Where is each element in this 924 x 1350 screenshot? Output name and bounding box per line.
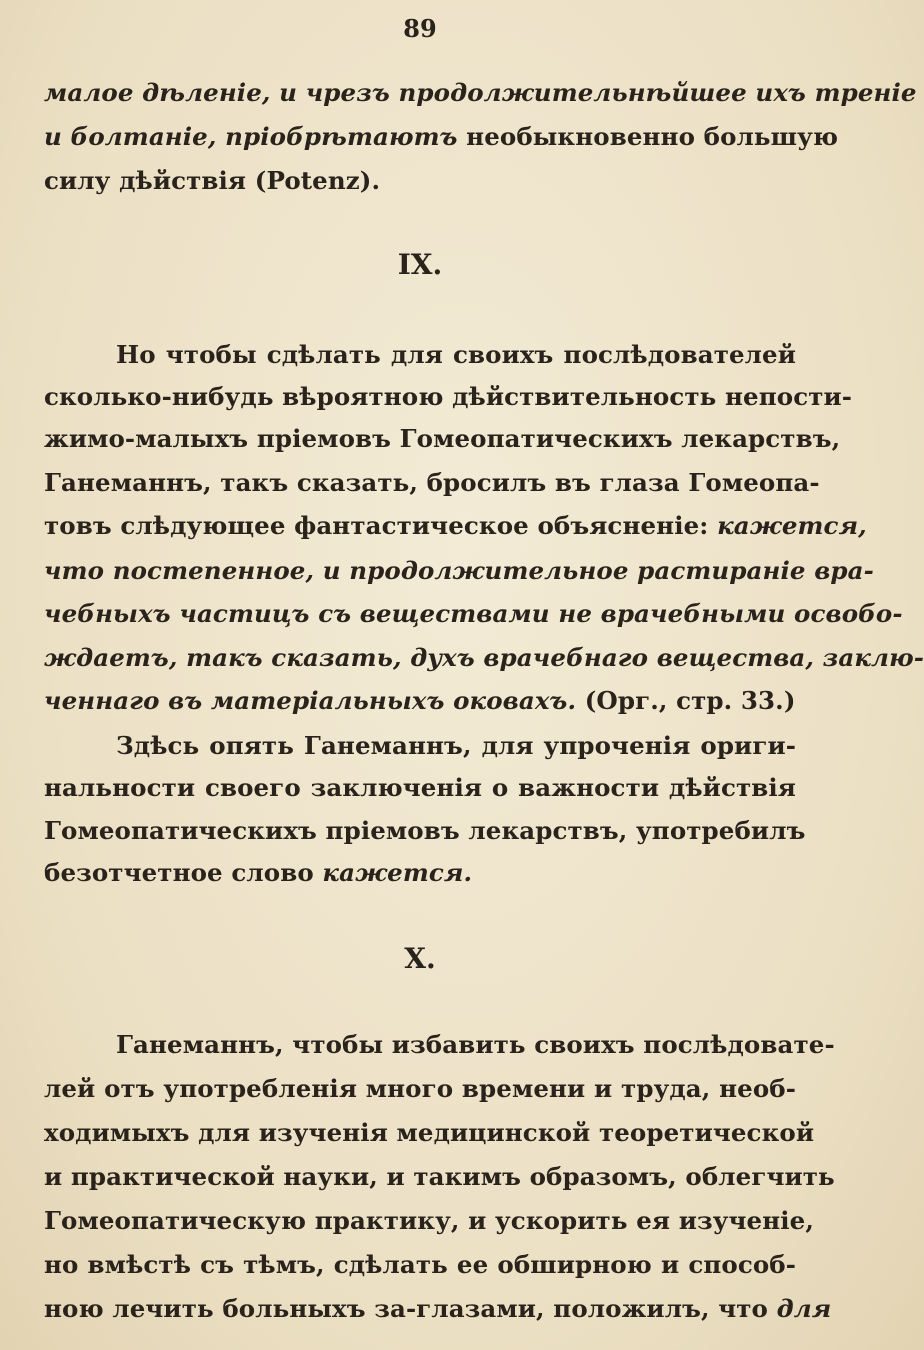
text-line: но вмѣстѣ съ тѣмъ, сдѣлать ее обширною и способ- [44,1250,796,1279]
text-line: силу дѣйствія (Potenz). [44,166,381,195]
text-line: ждаетъ, такъ сказать, духъ врачебнаго вещества, заклю- [44,643,924,672]
text-line: чебныхъ частицъ съ веществами не врачебными освобо- [44,599,903,628]
italic-fragment: и болтаніе, пріобрѣтаютъ [44,122,458,151]
text-line [44,686,796,716]
text-line [44,122,839,152]
text-line [44,858,796,888]
text-line: что постепенное, и продолжительное растираніе вра- [44,556,874,585]
text-line: Здѣсь опять Ганеманнъ, для упроченія ориги- [116,731,796,760]
text-line: и практической науки, и такимъ образомъ, облегчить [44,1162,835,1191]
text-line: Гомеопатическую практику, и ускорить ея изученіе, [44,1206,814,1235]
section-heading-ix: IX. [397,248,443,281]
text-line: Гомеопатическихъ пріемовъ лекарствъ, употребилъ [44,816,806,845]
text-line: малое дѣленіе, и чрезъ продолжительнѣйшее ихъ треніе [44,78,917,107]
italic-fragment: кажется, [717,511,867,540]
text-line [44,1294,832,1324]
page-number: 89 [403,14,437,43]
text-fragment: ною лечить больныхъ за-глазами, положилъ, что [44,1294,768,1323]
text-line: лей отъ употребленія много времени и труда, необ- [44,1074,796,1103]
text-fragment: товъ слѣдующее фантастическое объясненіе: [44,511,709,540]
italic-fragment: кажется. [322,858,473,887]
text-line: ходимыхъ для изученія медицинской теоретической [44,1118,815,1147]
text-line: Ганеманнъ, чтобы избавить своихъ послѣдовате- [116,1030,835,1059]
text-fragment: необыкновенно большую [466,122,839,151]
text-line: Но чтобы сдѣлать для своихъ послѣдователей [116,340,796,369]
text-line [44,511,867,541]
text-fragment: безотчетное слово [44,858,314,887]
text-line: нальности своего заключенія о важности дѣйствія [44,773,796,802]
text-line: Ганеманнъ, такъ сказать, бросилъ въ глаза Гомеопа- [44,468,820,497]
italic-fragment: ченнаго въ матеріальныхъ оковахъ. [44,686,577,715]
italic-fragment: для [776,1294,832,1323]
text-line: сколько-нибудь вѣроятною дѣйствительность непости- [44,382,853,411]
text-fragment: (Орг., стр. 33.) [584,686,796,715]
text-line: жимо-малыхъ пріемовъ Гомеопатическихъ лекарствъ, [44,424,841,453]
section-heading-x: X. [404,942,436,975]
book-page [44,0,924,1350]
